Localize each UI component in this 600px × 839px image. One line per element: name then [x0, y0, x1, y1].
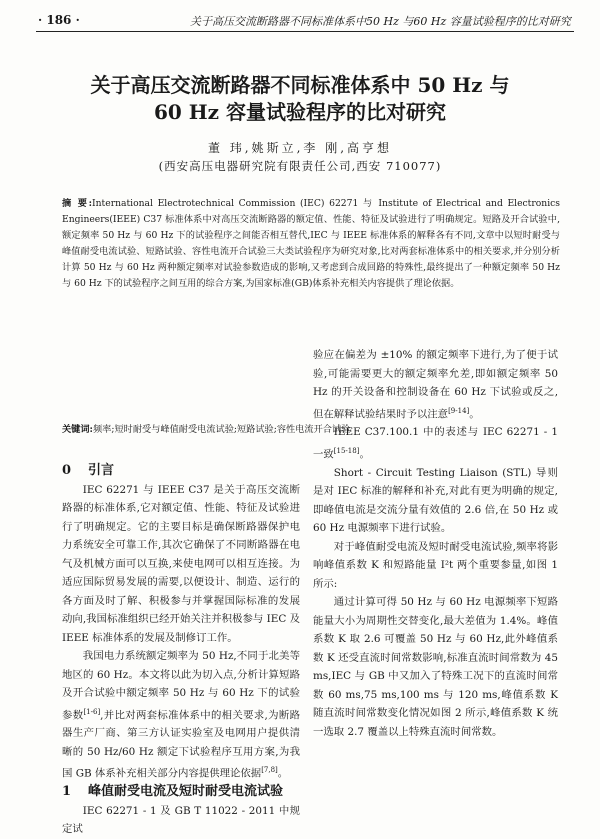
article-title [40, 72, 560, 126]
page-number: · 186 · [38, 13, 80, 27]
section-1-heading [62, 783, 300, 802]
intro-paragraph-1: IEC 62271 与 IEEE C37 是关于高压交流断路器的标准体系,它对额定值、性能、特征及试验进行了明确规定。它的主要目标是确保断路器保护电力系统安全可靠工作,其次它确保了不同断路器在电气及机械方面可以互换,来使电网可以相互连接。为适应国际贸易发展的需要,以便设计、制造、运行的各方面及时了解、积极参与并掌握国际标准的发展动向,我国标准组织已经开始关注并积极参与 IEC 及 IEEE 标准体系的发展及制修订工作。 [62, 483, 300, 644]
right-column [313, 346, 558, 741]
section-0-number: 0 [62, 463, 72, 478]
intro-p2-end: 。 [277, 767, 289, 780]
right-p2-end: 。 [359, 448, 370, 461]
header-rule [36, 31, 574, 32]
citation: [15-18] [333, 446, 360, 455]
abstract-label: 摘 要: [62, 198, 93, 209]
intro-p2-text: 我国电力系统额定频率为 50 Hz,不同于北美等地区的 60 Hz。本文将以此为切入点,分析计算短路及开合试验中额定频率 50 Hz 与 60 Hz 下的试验参数 [62, 650, 300, 721]
left-column [62, 462, 300, 839]
right-paragraph-4: 对于峰值耐受电流及短时耐受电流试验,频率将影响峰值系数 K 和短路能量 I²t 两个重要参量,如图 1 所示: [313, 540, 558, 590]
citation: [9-14] [448, 406, 470, 415]
section-0-title: 引言 [88, 463, 115, 478]
right-p1-end: 。 [469, 407, 480, 420]
right-paragraph-1 [313, 346, 558, 423]
authors: 董 玮,姚斯立,李 刚,高亨想 [207, 141, 393, 155]
right-p1-text: 验应在偏差为 ±10% 的额定频率下进行,为了便于试验,可能需要更大的额定频率允差,即如额定频率 50 Hz 的开关设备和控制设备在 60 Hz 下试验或反之,但在解释试验结果时予以注意 [313, 349, 558, 420]
right-paragraph-2 [313, 423, 558, 463]
citation: [1-6] [83, 707, 101, 716]
abstract [62, 196, 560, 292]
right-paragraph-3: Short - Circuit Testing Liaison (STL) 导则是对 IEC 标准的解释和补充,对此有更为明确的规定,即峰值电流是交流分量有效值的 2.6 倍,在 50 Hz 或 60 Hz 电源频率下进行试验。 [313, 466, 558, 535]
abstract-text: International Electrotechnical Commission (IEC) 62271 与 Institute of Electrical and Electronics Engineers(IEEE) C37 标准体系中对高压交流断路器的额定值、性能、特征及试验进行了明确规定。短路及开合试验中,额定频率 50 Hz 与 60 Hz 下的试验程序之间能否相互替代,IEC 与 IEEE 标准体系的解释各有不同,文章中以短时耐受与峰值耐受电流试验、短路试验、容性电流开合试验三大类试验程序为研究对象,比对两套标准体系中的相关要求,并分别分析计算 50 Hz 与 60 Hz 两种额定频率对试验参数造成的影响,又考虑到合成回路的特殊性,最终提出了一种额定频率 50 Hz 与 60 Hz 下的试验程序之间互用的综合方案,为国家标准(GB)体系补充相关内容提供了理论依据。 [62, 198, 561, 289]
keywords-label: 关键词: [62, 424, 93, 435]
keywords-text: 频率;短时耐受与峰值耐受电流试验;短路试验;容性电流开合试验 [92, 424, 351, 435]
section-0-heading [62, 462, 300, 481]
intro-p2-tail: ,并比对两套标准体系中的相关要求,为断路器生产厂商、第三方认证实验室及电网用户提供清晰的 50 Hz/60 Hz 额定下试验程序互用方案,为我国 GB 体系补充相关部分内容提供理论依据 [62, 708, 300, 780]
affiliation: (西安高压电器研究院有限责任公司,西安 710077) [158, 159, 442, 173]
section-1-title: 峰值耐受电流及短时耐受电流试验 [88, 784, 284, 800]
right-paragraph-5: 通过计算可得 50 Hz 与 60 Hz 电源频率下短路能量大小为周期性交替变化,最大差值为 1.4%。峰值系数 K 取 2.6 可覆盖 50 Hz 与 60 Hz,此外峰值系数 K 还受直流时间常数影响,标准直流时间常数为 45 ms,IEC 与 GB 中又加入了特殊工况下的直流时间常数 60 ms,75 ms,100 ms 与 120 ms,峰值系数 K 随直流时间常数变化情况如图 2 所示,峰值系数 K 统一选取 2.7 覆盖以上特殊直流时间常数。 [313, 596, 558, 738]
section-1-number: 1 [62, 784, 72, 800]
title-line-1: 关于高压交流断路器不同标准体系中 50 Hz 与 [90, 73, 510, 97]
running-title: 关于高压交流断路器不同标准体系中50 Hz 与60 Hz 容量试验程序的比对研究 [190, 15, 571, 28]
citation: [7,8] [261, 766, 278, 775]
title-line-2: 60 Hz 容量试验程序的比对研究 [153, 100, 446, 124]
intro-paragraph-2 [62, 647, 300, 783]
right-p2-text: IEEE C37.100.1 中的表述与 IEC 62271 - 1 一致 [313, 426, 558, 461]
section-1-paragraph: IEC 62271 - 1 及 GB T 11022 - 2011 中规定试 [62, 804, 300, 836]
